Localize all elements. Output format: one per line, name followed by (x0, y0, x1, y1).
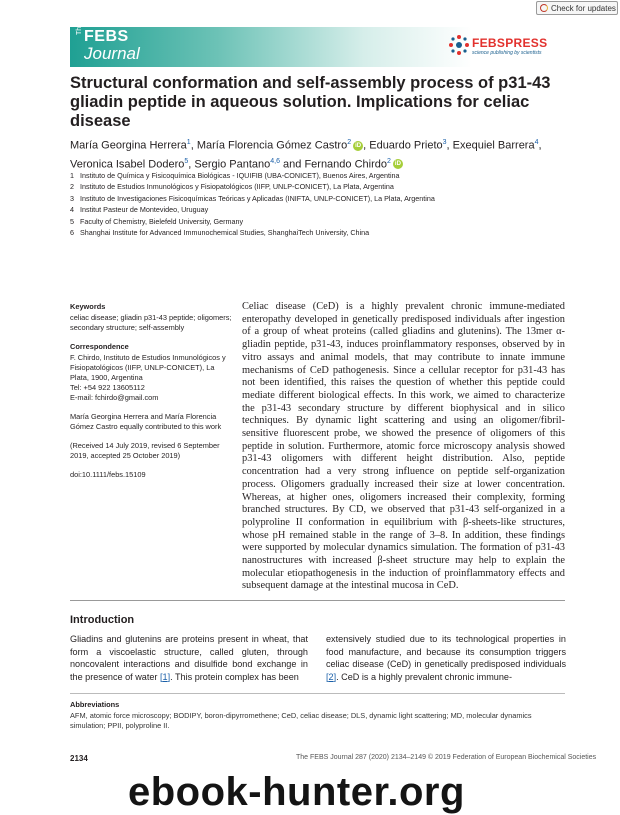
journal-footer: The FEBS Journal 287 (2020) 2134–2149 © 2019 Federation of European Biochemical Societies (296, 754, 597, 761)
introduction-heading: Introduction (70, 614, 135, 626)
publisher-tagline: science publishing by scientists (472, 50, 542, 56)
journal-logo-febs: FEBS (84, 28, 129, 45)
reference-link-2[interactable]: [2] (326, 671, 337, 682)
author-separator: , (446, 139, 453, 152)
introduction-column-left (70, 633, 308, 683)
affiliation-number: 3 (70, 193, 74, 203)
author-name: María Georgina Herrera (70, 139, 187, 152)
publisher-name: FEBSPRESS (472, 36, 548, 50)
abbreviations-heading: Abbreviations (70, 700, 120, 709)
abstract-text: Celiac disease (CeD) is a highly prevalent chronic immune-mediated enteropathy developed in genetically predisposed individuals after ingestion of a group of wheat proteins (called gliadins and glutenins). The 13mer α-gliadin peptide, p31-43, induces proinflammatory responses, observed by in vitro assays and animal models, that may contribute to innate immune mechanisms of CeD pathogenesis. Since a cellular receptor for p31-43 has not been identified, this raises the question of whether this peptide could mediate different biological effects. In this work, we aimed to characterize the p31-43 secondary structure by different biophysical and in silico techniques. By dynamic light scattering and using an oligomer/fibril-sensitive fluorescent probe, we showed the presence of oligomers of this peptide in solution. Furthermore, atomic force microscopy analysis showed p31-43 oligomers with different height distribution. Also, peptide concentration had a very strong influence on peptide self-organization process. Oligomers gradually increased their size at lower concentration. Whereas, at higher ones, oligomers increased their complexity, forming branched structures. By CD, we observed that p31-43 self-organized in a polyproline II conformation in equilibrium with β-sheets-like structures, whose pH remained stable in the range of 3–8. In addition, these findings were supported by molecular dynamics simulation. The formation of p31-43 nanostructures with increased β-sheet structure may help to explain the molecular etiopathogenesis in the induction of proinflammatory effects and subsequent damage at the intestinal mucosa in CeD. (242, 301, 565, 592)
febspress-logo-icon (448, 34, 470, 56)
intro-left-text-2: . This protein complex has been (170, 671, 299, 682)
affiliation-item (70, 170, 570, 181)
affiliation-number: 4 (70, 205, 74, 215)
reference-link-1[interactable]: [1] (159, 671, 171, 682)
abbreviations-text: AFM, atomic force microscopy; BODIPY, boron-dipyrromethene; CeD, celiac disease; DLS, dynamic light scattering; MD, molecular dynamics simulation; PPII, polyproline II. (70, 711, 532, 730)
author-name: Sergio Pantano (194, 158, 271, 171)
affiliation-text: Institut Pasteur de Montevideo, Uruguay (80, 205, 209, 215)
page-number: 2134 (70, 754, 88, 763)
journal-logo-journal: Journal (84, 44, 140, 63)
affiliation-list (70, 170, 570, 238)
check-for-updates-button[interactable] (536, 1, 618, 15)
affiliation-item (70, 227, 570, 238)
author-affiliation-marker[interactable]: 4 (534, 139, 539, 146)
correspondence-email[interactable]: E-mail: fchirdo@gmail.com (70, 393, 159, 402)
check-for-updates-label: Check for updates (551, 4, 616, 13)
affiliation-text: Instituto de Química y Fisicoquímica Biológicas - IQUIFIB (UBA-CONICET), Buenos Aires, Argentina (80, 171, 400, 180)
correspondence-block (70, 342, 232, 403)
author-affiliation-marker[interactable]: 3 (442, 139, 447, 146)
affiliation-text: Instituto de Estudios Inmunológicos y Fisiopatológicos (IIFP, UNLP-CONICET), La Plata, Argentina (80, 182, 394, 192)
article-title: Structural conformation and self-assembly process of p31-43 gliadin peptide in aqueous solution. Implications for celiac disease (70, 74, 551, 130)
affiliation-item (70, 193, 570, 204)
author-affiliation-marker[interactable]: 2 (347, 139, 352, 146)
author-separator: , (190, 139, 197, 152)
author-affiliation-marker[interactable]: 5 (184, 157, 189, 165)
author-name: Exequiel Barrera (452, 139, 535, 152)
author-affiliation-marker[interactable]: 2 (387, 157, 391, 165)
author-name: Eduardo Prieto (369, 139, 443, 152)
orcid-icon[interactable]: iD (355, 142, 362, 149)
affiliation-item (70, 204, 570, 215)
affiliation-number: 2 (70, 182, 74, 192)
watermark: ebook-hunter.org (128, 770, 465, 814)
keywords-block (70, 302, 232, 333)
author-separator: , (188, 158, 195, 171)
affiliation-number: 6 (70, 228, 74, 238)
footnote-divider (70, 693, 565, 694)
affiliation-item (70, 181, 570, 192)
article-doi[interactable]: doi:10.1111/febs.15109 (70, 470, 146, 479)
intro-right-text-2: . CeD is a highly prevalent chronic immune- (336, 671, 513, 682)
orcid-icon[interactable]: iD (394, 161, 401, 168)
refresh-icon (540, 4, 548, 12)
author-name: Veronica Isabel Dodero (70, 158, 185, 171)
keywords-text: celiac disease; gliadin p31-43 peptide; oligomers; secondary structure; self-assembly (70, 313, 232, 332)
author-separator: , (538, 139, 542, 152)
keywords-heading: Keywords (70, 302, 106, 311)
affiliation-text: Instituto de Investigaciones Fisicoquímicas Teóricas y Aplicadas (INIFTA, UNLP-CONICET), La Plata, Argentina (80, 193, 435, 203)
article-dates: (Received 14 July 2019, revised 6 September 2019, accepted 25 October 2019) (70, 441, 220, 460)
author-name: María Florencia Gómez Castro (196, 139, 348, 152)
correspondence-phone: Tel: +54 922 13605112 (70, 383, 145, 392)
author-separator: , (363, 139, 370, 152)
article-info-column (70, 302, 232, 489)
journal-logo-the: The (76, 22, 83, 35)
author-affiliation-marker[interactable]: 4,6 (270, 157, 280, 165)
section-divider (70, 600, 565, 601)
affiliation-text: Shanghai Institute for Advanced Immunochemical Studies, ShanghaiTech University, China (80, 228, 370, 238)
author-affiliation-marker[interactable]: 1 (186, 139, 191, 146)
affiliation-number: 5 (70, 216, 74, 226)
affiliation-text: Faculty of Chemistry, Bielefeld University, Germany (80, 216, 244, 226)
author-separator: and (279, 158, 305, 171)
correspondence-address: F. Chirdo, Instituto de Estudios Inmunológicos y Fisiopatológicos (IIFP, UNLP-CONICET), La Plata, 1900, Argentina (70, 353, 226, 382)
introduction-column-right (326, 633, 566, 683)
affiliation-number: 1 (70, 171, 74, 180)
correspondence-heading: Correspondence (70, 342, 129, 351)
equal-contribution-note: María Georgina Herrera and María Florencia Gómez Castro equally contributed to this work (70, 412, 222, 431)
author-name: Fernando Chirdo (304, 158, 387, 171)
intro-left-text: Gliadins and glutenins are proteins present in wheat, that form a viscoelastic structure, called gluten, through noncovalent interactions and disulfide bond exchange in the presence of water (70, 634, 308, 682)
author-list (70, 135, 560, 172)
affiliation-item (70, 216, 570, 227)
intro-right-text: extensively studied due to its technological properties in food manufacture, and because its consumption triggers celiac disease (CeD) in genetically predisposed individuals (326, 634, 566, 670)
